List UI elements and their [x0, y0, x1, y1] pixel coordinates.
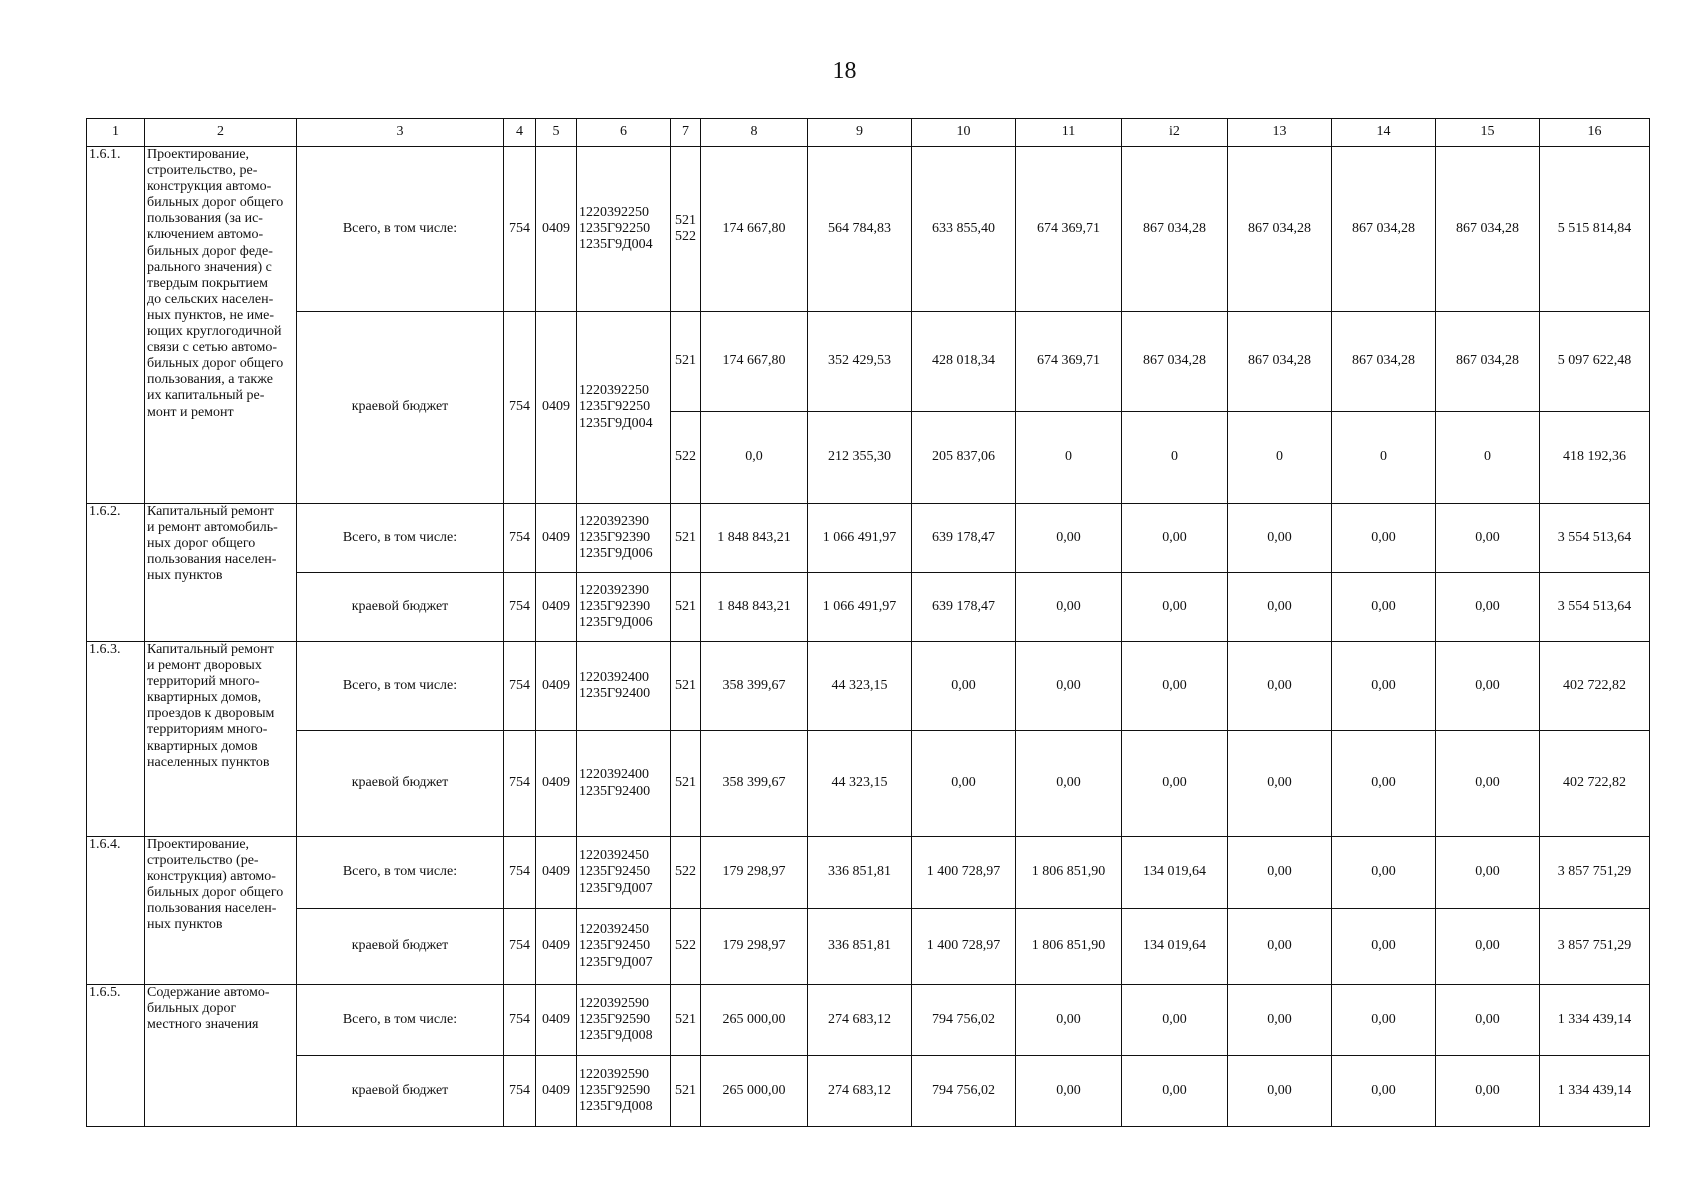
expense-type	[671, 147, 701, 312]
value-cell: 179 298,97	[701, 837, 808, 909]
value-cell: 0,00	[1016, 504, 1122, 573]
value-cell: 0,00	[1332, 909, 1436, 985]
target-codes	[577, 837, 671, 909]
target-codes	[577, 909, 671, 985]
table-row	[87, 909, 1650, 985]
target-code: 1235Г92250	[579, 220, 651, 236]
item-name	[145, 504, 297, 642]
value-cell: 212 355,30	[808, 412, 912, 504]
funding-source: краевой бюджет	[297, 909, 504, 985]
item-name	[145, 642, 297, 837]
target-code: 1220392390	[579, 513, 649, 529]
value-cell: 0,00	[1228, 1056, 1332, 1127]
ministry-code: 754	[504, 909, 536, 985]
value-cell: 0,00	[1016, 573, 1122, 642]
value-cell: 674 369,71	[1016, 312, 1122, 412]
value-cell: 0	[1016, 412, 1122, 504]
value-cell: 0,00	[912, 642, 1016, 731]
target-code: 1235Г9Д006	[579, 615, 653, 631]
target-code: 1235Г9Д007	[579, 954, 653, 970]
ministry-code: 754	[504, 1056, 536, 1127]
value-cell: 0,00	[1332, 504, 1436, 573]
item-name-line: местного значения	[147, 1017, 259, 1033]
value-cell: 0,00	[1436, 642, 1540, 731]
ministry-code: 754	[504, 642, 536, 731]
item-name-line: и ремонт дворовых	[147, 658, 262, 674]
item-name-line: конструкция автомо-	[147, 179, 272, 195]
value-cell: 0,00	[1436, 985, 1540, 1056]
value-cell: 44 323,15	[808, 642, 912, 731]
value-cell: 794 756,02	[912, 1056, 1016, 1127]
value-cell: 0,00	[1122, 504, 1228, 573]
value-cell: 0,00	[1332, 731, 1436, 837]
target-codes	[577, 312, 671, 504]
value-cell: 179 298,97	[701, 909, 808, 985]
value-cell: 44 323,15	[808, 731, 912, 837]
value-cell: 0,00	[1332, 837, 1436, 909]
ministry-code: 754	[504, 731, 536, 837]
section-code: 0409	[536, 504, 577, 573]
value-cell: 867 034,28	[1228, 312, 1332, 412]
target-code: 1235Г92590	[579, 1011, 651, 1027]
total-cell: 5 097 622,48	[1540, 312, 1650, 412]
target-code: 1235Г92590	[579, 1082, 651, 1098]
column-header: 7	[671, 119, 701, 147]
value-cell: 867 034,28	[1122, 147, 1228, 312]
value-cell: 867 034,28	[1122, 312, 1228, 412]
value-cell: 0,00	[1016, 642, 1122, 731]
table-row	[87, 504, 1650, 573]
expense-type: 522	[671, 412, 701, 504]
target-code: 1235Г92450	[579, 938, 651, 954]
target-code: 1220392450	[579, 922, 649, 938]
value-cell: 0,00	[1332, 642, 1436, 731]
value-cell: 0,00	[1016, 985, 1122, 1056]
target-codes	[577, 573, 671, 642]
value-cell: 1 848 843,21	[701, 504, 808, 573]
expense-type: 521	[671, 731, 701, 837]
expense-type: 522	[671, 837, 701, 909]
value-cell: 633 855,40	[912, 147, 1016, 312]
target-code: 1220392400	[579, 669, 649, 685]
item-name	[145, 985, 297, 1127]
value-cell: 0,00	[1122, 731, 1228, 837]
item-name-line: бильных дорог общего	[147, 356, 284, 372]
column-number-row	[87, 119, 1650, 147]
section-code: 0409	[536, 909, 577, 985]
column-header: 2	[145, 119, 297, 147]
value-cell: 1 806 851,90	[1016, 837, 1122, 909]
ministry-code: 754	[504, 504, 536, 573]
value-cell: 0,00	[1122, 985, 1228, 1056]
column-header: 10	[912, 119, 1016, 147]
total-cell: 3 554 513,64	[1540, 573, 1650, 642]
budget-table	[86, 118, 1650, 1127]
item-number: 1.6.2.	[87, 504, 145, 642]
table-row	[87, 312, 1650, 412]
value-cell: 0	[1122, 412, 1228, 504]
item-name-line: квартирных домов	[147, 738, 258, 754]
expense-type: 521	[671, 312, 701, 412]
value-cell: 358 399,67	[701, 731, 808, 837]
funding-source: краевой бюджет	[297, 312, 504, 504]
ministry-code: 754	[504, 837, 536, 909]
column-header: 9	[808, 119, 912, 147]
item-name-line: строительство (ре-	[147, 853, 259, 869]
funding-source: Всего, в том числе:	[297, 642, 504, 731]
value-cell: 0,00	[1228, 837, 1332, 909]
target-code: 1220392400	[579, 767, 649, 783]
target-code: 1235Г92250	[579, 399, 651, 415]
value-cell: 0,00	[1228, 731, 1332, 837]
value-cell: 265 000,00	[701, 1056, 808, 1127]
value-cell: 274 683,12	[808, 1056, 912, 1127]
funding-source: Всего, в том числе:	[297, 504, 504, 573]
item-name-line: бильных дорог общего	[147, 885, 284, 901]
target-code: 1235Г92400	[579, 686, 651, 701]
value-cell: 639 178,47	[912, 573, 1016, 642]
target-code: 1220392250	[579, 383, 649, 399]
value-cell: 867 034,28	[1436, 147, 1540, 312]
expense-type: 521	[671, 1056, 701, 1127]
table-row	[87, 837, 1650, 909]
table-row	[87, 147, 1650, 312]
item-name-line: ющих круглогодичной	[147, 324, 282, 340]
funding-source: Всего, в том числе:	[297, 837, 504, 909]
item-name-line: до сельских населен-	[147, 291, 274, 307]
value-cell: 0,00	[1436, 1056, 1540, 1127]
target-codes	[577, 504, 671, 573]
column-header: i2	[1122, 119, 1228, 147]
funding-source: краевой бюджет	[297, 731, 504, 837]
funding-source: Всего, в том числе:	[297, 147, 504, 312]
item-name-line: пользования населен-	[147, 901, 277, 917]
column-header: 1	[87, 119, 145, 147]
value-cell: 0,00	[1436, 504, 1540, 573]
column-header: 5	[536, 119, 577, 147]
funding-source: Всего, в том числе:	[297, 985, 504, 1056]
item-name-line: пользования, а также	[147, 372, 273, 388]
ministry-code: 754	[504, 985, 536, 1056]
target-code: 1235Г92390	[579, 598, 651, 614]
value-cell: 0	[1436, 412, 1540, 504]
value-cell: 1 806 851,90	[1016, 909, 1122, 985]
item-name	[145, 147, 297, 504]
column-header: 3	[297, 119, 504, 147]
ministry-code: 754	[504, 147, 536, 312]
item-name-line: бильных дорог феде-	[147, 243, 273, 259]
item-name-line: Капитальный ремонт	[147, 504, 274, 519]
value-cell: 134 019,64	[1122, 837, 1228, 909]
column-header: 4	[504, 119, 536, 147]
expense-type-code: 521	[675, 212, 696, 228]
value-cell: 428 018,34	[912, 312, 1016, 412]
section-code: 0409	[536, 312, 577, 504]
item-name-line: рального значения) с	[147, 259, 272, 275]
value-cell: 867 034,28	[1228, 147, 1332, 312]
value-cell: 205 837,06	[912, 412, 1016, 504]
value-cell: 0,00	[1332, 985, 1436, 1056]
item-name	[145, 837, 297, 985]
item-name-line: твердым покрытием	[147, 275, 268, 291]
total-cell: 5 515 814,84	[1540, 147, 1650, 312]
table-row	[87, 642, 1650, 731]
target-code: 1220392250	[579, 204, 649, 220]
value-cell: 0,00	[1332, 1056, 1436, 1127]
section-code: 0409	[536, 642, 577, 731]
value-cell: 0,00	[1122, 1056, 1228, 1127]
value-cell: 0,00	[1436, 909, 1540, 985]
item-number: 1.6.5.	[87, 985, 145, 1127]
item-name-line: Проектирование,	[147, 837, 250, 852]
value-cell: 336 851,81	[808, 909, 912, 985]
expense-type: 522	[671, 909, 701, 985]
target-code: 1235Г92390	[579, 529, 651, 545]
value-cell: 352 429,53	[808, 312, 912, 412]
expense-type: 521	[671, 985, 701, 1056]
value-cell: 0,00	[1228, 573, 1332, 642]
value-cell: 0,00	[912, 731, 1016, 837]
value-cell: 358 399,67	[701, 642, 808, 731]
item-name-line: и ремонт автомобиль-	[147, 520, 278, 536]
item-name-line: пользования (за ис-	[147, 211, 263, 227]
total-cell: 3 857 751,29	[1540, 909, 1650, 985]
item-name-line: территорий много-	[147, 674, 260, 690]
item-name-line: бильных дорог	[147, 1001, 237, 1017]
column-header: 8	[701, 119, 808, 147]
item-name-line: квартирных домов,	[147, 690, 262, 706]
value-cell: 0,00	[1228, 985, 1332, 1056]
column-header: 13	[1228, 119, 1332, 147]
target-code: 1235Г92400	[579, 783, 651, 799]
value-cell: 1 848 843,21	[701, 573, 808, 642]
section-code: 0409	[536, 837, 577, 909]
value-cell: 0,00	[1436, 837, 1540, 909]
expense-type: 521	[671, 573, 701, 642]
value-cell: 564 784,83	[808, 147, 912, 312]
value-cell: 0,00	[1122, 573, 1228, 642]
item-name-line: связи с сетью автомо-	[147, 340, 278, 356]
table-row	[87, 573, 1650, 642]
item-name-line: пользования населен-	[147, 552, 277, 568]
target-codes	[577, 642, 671, 731]
item-name-line: строительство, ре-	[147, 163, 258, 179]
ministry-code: 754	[504, 312, 536, 504]
page-number: 18	[832, 58, 857, 84]
column-header: 14	[1332, 119, 1436, 147]
value-cell: 867 034,28	[1332, 312, 1436, 412]
item-name-line: ключением автомо-	[147, 227, 264, 243]
value-cell: 174 667,80	[701, 147, 808, 312]
target-code: 1220392590	[579, 1066, 649, 1082]
item-number: 1.6.1.	[87, 147, 145, 504]
item-name-line: населенных пунктов	[147, 754, 270, 770]
total-cell: 3 857 751,29	[1540, 837, 1650, 909]
value-cell: 0	[1332, 412, 1436, 504]
value-cell: 0,00	[1228, 504, 1332, 573]
funding-source: краевой бюджет	[297, 1056, 504, 1127]
item-name-line: ных дорог общего	[147, 536, 256, 552]
total-cell: 418 192,36	[1540, 412, 1650, 504]
target-codes	[577, 985, 671, 1056]
target-code: 1220392590	[579, 995, 649, 1011]
value-cell: 867 034,28	[1332, 147, 1436, 312]
column-header: 6	[577, 119, 671, 147]
value-cell: 1 400 728,97	[912, 909, 1016, 985]
total-cell: 3 554 513,64	[1540, 504, 1650, 573]
item-name-line: ных пунктов	[147, 917, 223, 933]
item-number: 1.6.3.	[87, 642, 145, 837]
column-header: 11	[1016, 119, 1122, 147]
value-cell: 794 756,02	[912, 985, 1016, 1056]
ministry-code: 754	[504, 573, 536, 642]
value-cell: 274 683,12	[808, 985, 912, 1056]
target-code: 1220392450	[579, 848, 649, 864]
target-code: 1235Г9Д008	[579, 1028, 653, 1044]
item-name-line: ных пунктов, не име-	[147, 307, 274, 323]
value-cell: 0,00	[1122, 642, 1228, 731]
section-code: 0409	[536, 731, 577, 837]
value-cell: 1 066 491,97	[808, 573, 912, 642]
value-cell: 1 066 491,97	[808, 504, 912, 573]
total-cell: 402 722,82	[1540, 642, 1650, 731]
total-cell: 1 334 439,14	[1540, 1056, 1650, 1127]
funding-source: краевой бюджет	[297, 573, 504, 642]
item-name-line: территориям много-	[147, 722, 268, 738]
value-cell: 1 400 728,97	[912, 837, 1016, 909]
section-code: 0409	[536, 1056, 577, 1127]
item-name-line: их капитальный ре-	[147, 388, 265, 404]
column-header: 16	[1540, 119, 1650, 147]
value-cell: 174 667,80	[701, 312, 808, 412]
value-cell: 0,00	[1016, 731, 1122, 837]
table-row	[87, 731, 1650, 837]
value-cell: 867 034,28	[1436, 312, 1540, 412]
item-name-line: ных пунктов	[147, 568, 223, 584]
target-code: 1235Г9Д004	[579, 237, 653, 253]
expense-type-code: 522	[675, 229, 696, 244]
total-cell: 1 334 439,14	[1540, 985, 1650, 1056]
value-cell: 674 369,71	[1016, 147, 1122, 312]
item-name-line: бильных дорог общего	[147, 195, 284, 211]
target-codes	[577, 147, 671, 312]
item-name-line: Содержание автомо-	[147, 985, 270, 1000]
target-codes	[577, 731, 671, 837]
item-name-line: конструкция) автомо-	[147, 869, 276, 885]
section-code: 0409	[536, 573, 577, 642]
total-cell: 402 722,82	[1540, 731, 1650, 837]
expense-type: 521	[671, 504, 701, 573]
value-cell: 0,00	[1332, 573, 1436, 642]
value-cell: 0,00	[1436, 573, 1540, 642]
value-cell: 0,0	[701, 412, 808, 504]
target-codes	[577, 1056, 671, 1127]
section-code: 0409	[536, 147, 577, 312]
item-name-line: монт и ремонт	[147, 404, 234, 420]
target-code: 1235Г92450	[579, 864, 651, 880]
value-cell: 0,00	[1228, 642, 1332, 731]
item-name-line: Капитальный ремонт	[147, 642, 274, 657]
table-row	[87, 1056, 1650, 1127]
value-cell: 639 178,47	[912, 504, 1016, 573]
item-name-line: проездов к дворовым	[147, 706, 275, 722]
target-code: 1235Г9Д007	[579, 880, 653, 896]
table-row	[87, 985, 1650, 1056]
target-code: 1235Г9Д006	[579, 546, 653, 562]
target-code: 1235Г9Д008	[579, 1099, 653, 1115]
value-cell: 336 851,81	[808, 837, 912, 909]
value-cell: 0	[1228, 412, 1332, 504]
expense-type: 521	[671, 642, 701, 731]
target-code: 1220392390	[579, 582, 649, 598]
item-number: 1.6.4.	[87, 837, 145, 985]
value-cell: 265 000,00	[701, 985, 808, 1056]
value-cell: 0,00	[1016, 1056, 1122, 1127]
target-code: 1235Г9Д004	[579, 415, 653, 431]
column-header: 15	[1436, 119, 1540, 147]
item-name-line: Проектирование,	[147, 147, 250, 162]
value-cell: 0,00	[1436, 731, 1540, 837]
section-code: 0409	[536, 985, 577, 1056]
value-cell: 134 019,64	[1122, 909, 1228, 985]
value-cell: 0,00	[1228, 909, 1332, 985]
